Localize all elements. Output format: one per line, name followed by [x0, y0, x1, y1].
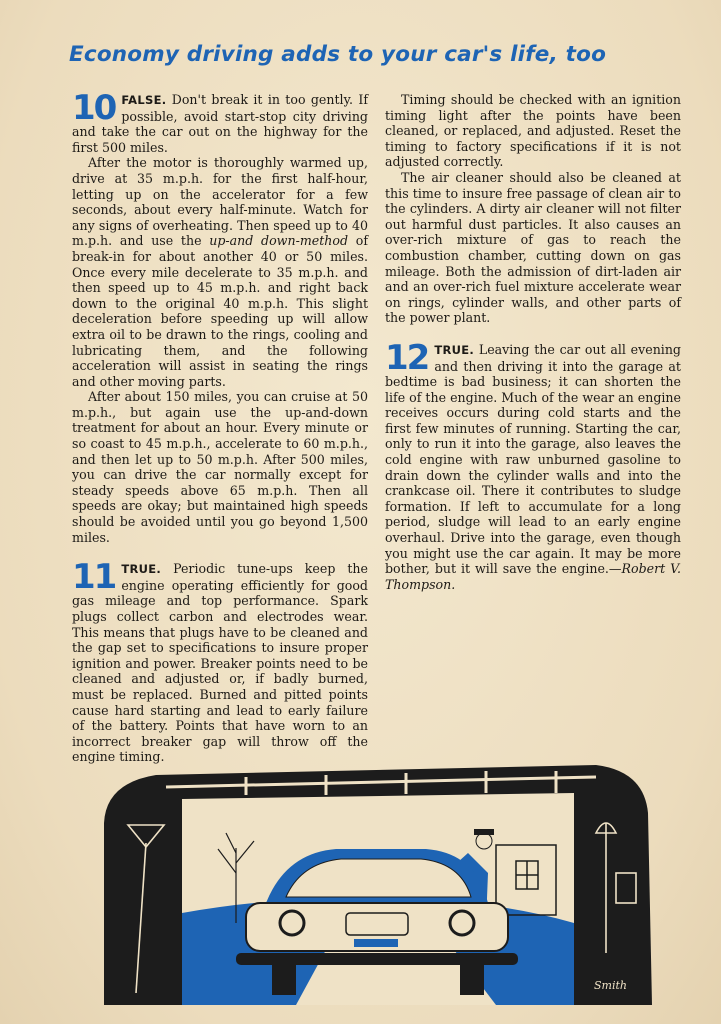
section-10-p2-b: of break-in for about another 40 or 50 miles. Once every mile decelerate to 35 m.p.h. and then speed up to 45 m.p.h. and right back down to the original 40 m.p.h. This slight deceleration before speeding up will allow extra oil to be drawn to the rings, cooling and lubricating them, and the following acceleration will assist in seating the rings and other moving parts. — [72, 233, 368, 389]
section-11-paragraph-2: Timing should be checked with an ignition timing light after the points have been cleaned, or replaced, and adjusted. Reset the timing to factory specifications if it is not adjusted correctly. — [385, 92, 681, 170]
artist-signature: Smith — [594, 979, 627, 992]
section-11-number: 11 — [72, 557, 116, 598]
section-12-lead — [385, 337, 681, 593]
left-column — [72, 88, 368, 765]
section-12-lead-text: Leaving the car out all evening and then driving it into the garage at bedtime is bad business; it can shorten the life of the engine. Much of the wear an engine receives occurs during cold starts and the first few minutes of running. Starting the car, only to run it into the garage, also leaves the cold engine with raw unburned gasoline to drain down the cylinder walls and into the crankcase oil. There it contributes to sludge formation. If left to accumulate for a long period, sludge will lead to an early engine overhaul. Drive into the garage, even though you might use the car again. It may be more bother, but it will save the engine.— — [385, 341, 681, 577]
section-10-lead — [72, 88, 368, 155]
section-10-lead-text: Don't break it in too gently. If possible, avoid start-stop city driving and take the car out on the highway for the first 500 miles. — [72, 92, 368, 155]
section-11-lead — [72, 557, 368, 765]
section-10-paragraph-2 — [72, 155, 368, 389]
section-10-verdict: FALSE. — [121, 93, 167, 107]
section-10-number: 10 — [72, 88, 116, 128]
section-12-number: 12 — [385, 337, 429, 378]
section-10-paragraph-3: After about 150 miles, you can cruise at 50 m.p.h., but again use the up-and-down treatment for about an hour. Every minute or so coast to 45 m.p.h., accelerate to 60 m.p.h., and then let up to 50 m.p.h. After 500 miles, you can drive the car normally except for steady speeds above 65 m.p.h. Then all speeds are okay; but maintained high speeds should be avoided until you go beyond 1,500 miles. — [72, 389, 368, 545]
section-10-p2-emphasis: up-and down-method — [209, 233, 349, 249]
garage-illustration — [96, 753, 656, 1005]
section-12-verdict: TRUE. — [434, 342, 475, 357]
article-title: Economy driving adds to your car's life, too — [69, 42, 607, 67]
author-byline: Robert V. Thompson. — [385, 561, 681, 592]
section-11-lead-text: Periodic tune-ups keep the engine operating efficiently for good gas mileage and top performance. Spark plugs collect carbon and electrodes wear. This means that plugs have to be cleaned and the gap set to specifications to insure proper ignition and power. Breaker points need to be cleaned and adjusted or, if badly burned, must be replaced. Burned and pitted points cause hard starting and lead to early failure of the battery. Points that have worn to an incorrect breaker gap will throw off the engine timing. — [72, 561, 368, 765]
section-10-p2-a: After the motor is thoroughly warmed up, drive at 35 m.p.h. for the first half-hour, letting up on the accelerator for a few seconds, about every half-minute. Watch for any signs of overheating. Then speed up to 40 m.p.h. and use the — [72, 155, 368, 249]
right-column — [385, 92, 681, 592]
section-11-paragraph-3: The air cleaner should also be cleaned at this time to insure free passage of clean air to the cylinders. A dirty air cleaner will not filter out harmful dust particles. It also causes an over-rich mixture of gas to reach the combustion chamber, cutting down on gas mileage. Both the admission of dirt-laden air and an over-rich fuel mixture accelerate wear on rings, cylinder walls, and other parts of the power plant. — [385, 169, 681, 326]
section-11-verdict: TRUE. — [121, 562, 162, 577]
